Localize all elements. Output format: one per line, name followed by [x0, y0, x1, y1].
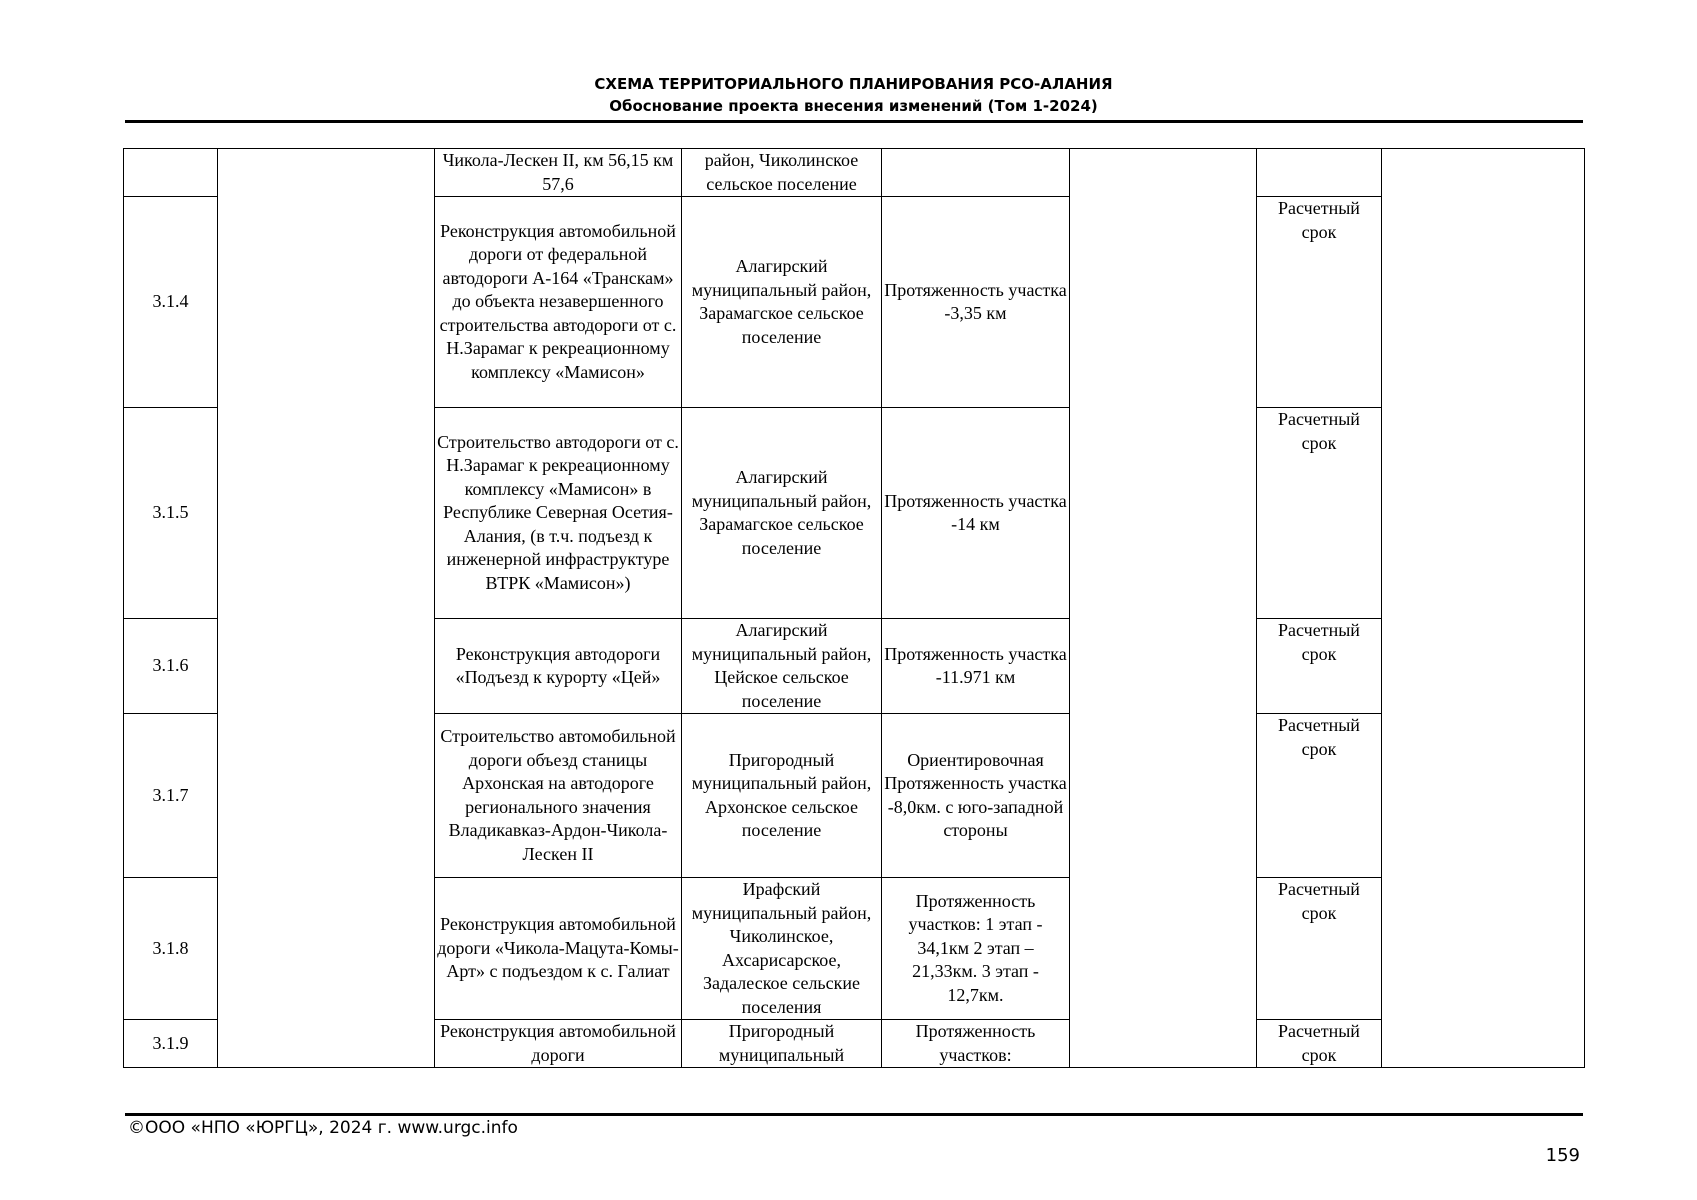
location-cell: Пригородный муниципальный [682, 1020, 882, 1068]
characteristic-cell: Протяженность участка -11.971 км [882, 619, 1070, 714]
merged-empty-cell [1070, 149, 1257, 1068]
number-cell: 3.1.7 [124, 714, 218, 878]
document-subtitle: Обоснование проекта внесения изменений (Том 1-2024) [609, 97, 1098, 115]
page-number: 159 [1545, 1145, 1580, 1166]
object-cell: Строительство автодороги от с. Н.Зарамаг к рекреационному комплексу «Мамисон» в Республике Северная Осетия-Алания, (в т.ч. подъезд к инженерной инфраструктуре ВТРК «Мамисон») [435, 408, 682, 619]
term-cell: Расчетный срок [1257, 714, 1382, 878]
term-cell: Расчетный срок [1257, 1020, 1382, 1068]
copyright-text: ©ООО «НПО «ЮРГЦ», 2024 г. www.urgc.info [128, 1118, 518, 1138]
number-cell [124, 149, 218, 197]
location-cell: район, Чиколинское сельское поселение [682, 149, 882, 197]
objects-table [123, 148, 1585, 1068]
characteristic-cell: Протяженность участков: [882, 1020, 1070, 1068]
characteristic-cell: Протяженность участков: 1 этап - 34,1км 2 этап – 21,33км. 3 этап - 12,7км. [882, 878, 1070, 1020]
object-cell: Реконструкция автомобильной дороги [435, 1020, 682, 1068]
number-cell: 3.1.5 [124, 408, 218, 619]
location-cell: Ирафский муниципальный район, Чиколинское, Ахсарисарское, Задалеское сельские поселения [682, 878, 882, 1020]
location-cell: Алагирский муниципальный район, Зарамагское сельское поселение [682, 408, 882, 619]
location-cell: Пригородный муниципальный район, Архонское сельское поселение [682, 714, 882, 878]
table-row [124, 149, 1585, 197]
term-cell: Расчетный срок [1257, 408, 1382, 619]
characteristic-cell [882, 149, 1070, 197]
object-cell: Реконструкция автомобильной дороги «Чикола-Мацута-Комы-Арт» с подъездом к с. Галиат [435, 878, 682, 1020]
number-cell: 3.1.8 [124, 878, 218, 1020]
header-rule [125, 120, 1583, 123]
merged-empty-cell [1382, 149, 1585, 1068]
number-cell: 3.1.9 [124, 1020, 218, 1068]
number-cell: 3.1.4 [124, 197, 218, 408]
term-cell: Расчетный срок [1257, 197, 1382, 408]
characteristic-cell: Протяженность участка -14 км [882, 408, 1070, 619]
term-cell: Расчетный срок [1257, 878, 1382, 1020]
page-header [125, 73, 1582, 117]
footer-rule [125, 1113, 1583, 1116]
number-cell: 3.1.6 [124, 619, 218, 714]
term-cell [1257, 149, 1382, 197]
location-cell: Алагирский муниципальный район, Зарамагское сельское поселение [682, 197, 882, 408]
location-cell: Алагирский муниципальный район, Цейское сельское поселение [682, 619, 882, 714]
object-cell: Строительство автомобильной дороги объезд станицы Архонская на автодороге регионального значения Владикавказ-Ардон-Чикола-Лескен II [435, 714, 682, 878]
term-cell: Расчетный срок [1257, 619, 1382, 714]
object-cell: Чикола-Лескен II, км 56,15 км 57,6 [435, 149, 682, 197]
merged-empty-cell [218, 149, 435, 1068]
characteristic-cell: Протяженность участка -3,35 км [882, 197, 1070, 408]
object-cell: Реконструкция автодороги «Подъезд к курорту «Цей» [435, 619, 682, 714]
characteristic-cell: Ориентировочная Протяженность участка -8,0км. с юго-западной стороны [882, 714, 1070, 878]
document-title: СХЕМА ТЕРРИТОРИАЛЬНОГО ПЛАНИРОВАНИЯ РСО-АЛАНИЯ [594, 75, 1113, 93]
object-cell: Реконструкция автомобильной дороги от федеральной автодороги А-164 «Транскам» до объекта незавершенного строительства автодороги от с. Н.Зарамаг к рекреационному комплексу «Мамисон» [435, 197, 682, 408]
